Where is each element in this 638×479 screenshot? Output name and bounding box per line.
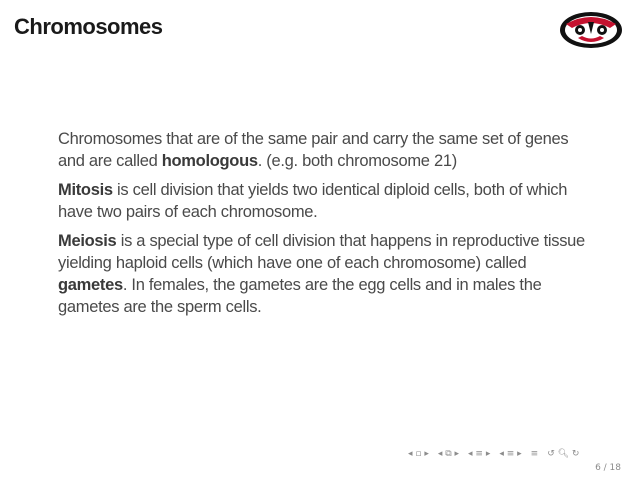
paragraph-mitosis: Mitosis is cell division that yields two identical diploid cells, both of which have two pairs of each chromosome. <box>58 181 568 221</box>
term-meiosis: Meiosis <box>58 232 117 250</box>
slide-body <box>58 128 598 325</box>
nav-subsection-icon[interactable]: ◂ ≡ ▸ <box>468 449 491 459</box>
slide-title: Chromosomes <box>14 14 163 39</box>
nav-align-icon[interactable]: ≡ <box>530 449 539 459</box>
nav-section-icon[interactable]: ◂ ⧉ ▸ <box>437 449 460 459</box>
nav-search-icon[interactable]: ↺ 🔍︎ ↻ <box>547 449 580 459</box>
term-homologous: homologous <box>161 152 258 170</box>
page-number: 6 / 18 <box>595 463 621 473</box>
logo-emblem <box>558 10 624 50</box>
paragraph-meiosis: Meiosis is a special type of cell division that happens in reproductive tissue yielding haploid cells (which have one of each chromosome) called gametes. In females, the gametes are the egg cells and in males the gametes are the sperm cells. <box>58 232 585 316</box>
term-mitosis: Mitosis <box>58 181 113 199</box>
nav-frame-icon[interactable]: ◂ ▫ ▸ <box>408 449 429 459</box>
paragraph-homologous: Chromosomes that are of the same pair and carry the same set of genes and are called homologous. (e.g. both chromosome 21) <box>58 130 569 170</box>
term-gametes: gametes <box>58 276 123 294</box>
beamer-navigation <box>408 447 579 461</box>
nav-subsubsection-icon[interactable]: ◂ ≡ ▸ <box>499 449 522 459</box>
